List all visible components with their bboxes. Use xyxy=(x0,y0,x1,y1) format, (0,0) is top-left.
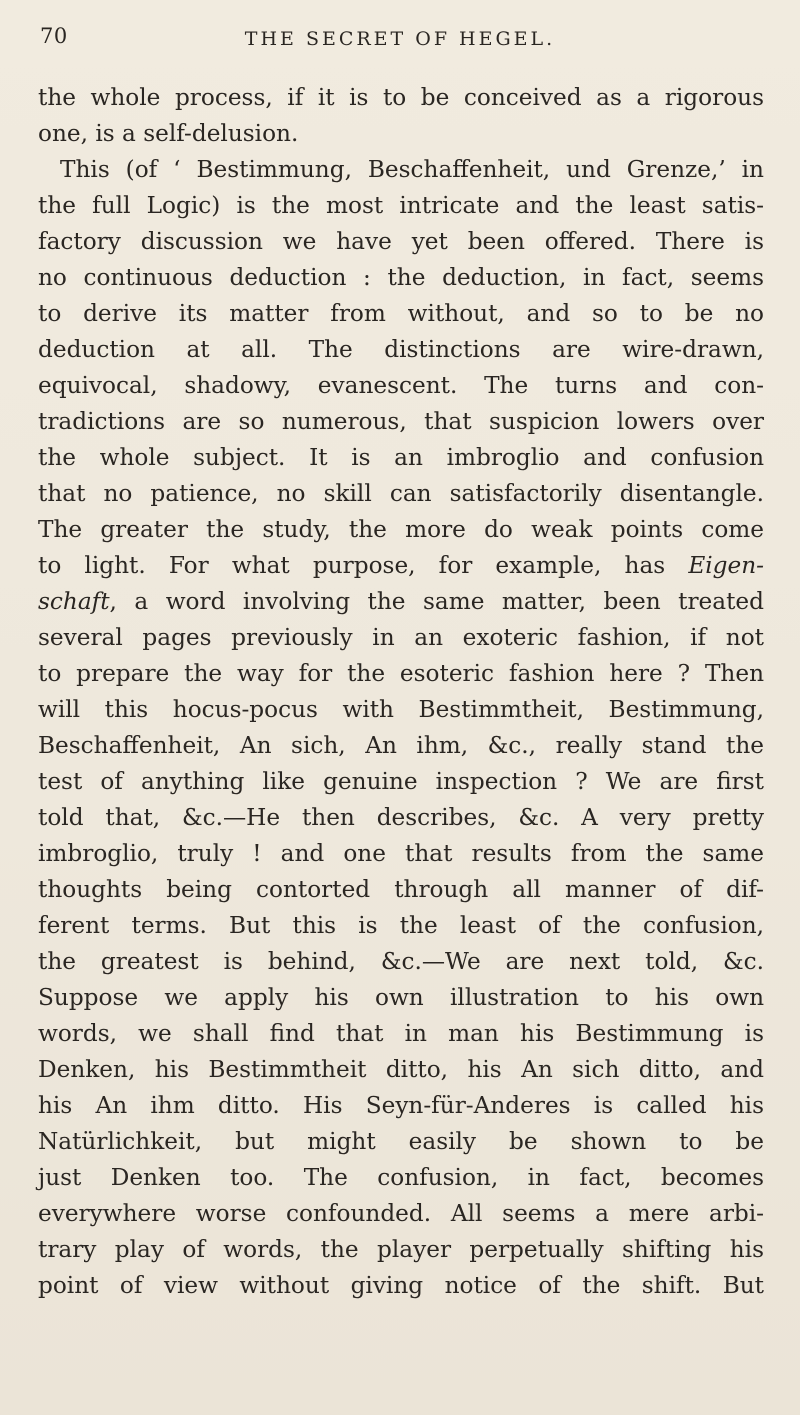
text-line: words, we shall find that in man his Bestimmung is xyxy=(38,1020,764,1047)
text-line: that no patience, no skill can satisfactorily disentangle. xyxy=(38,480,764,507)
text-line: the whole process, if it is to be conceived as a rigorous xyxy=(38,84,764,111)
text-line: the full Logic) is the most intricate and the least satis- xyxy=(38,192,764,219)
body-text xyxy=(38,80,764,1304)
text-line: equivocal, shadowy, evanescent. The turns and con- xyxy=(38,372,764,399)
text-line: tradictions are so numerous, that suspicion lowers over xyxy=(38,408,764,435)
text-run: to light. For what purpose, for example, has xyxy=(38,552,689,579)
italic-term: schaft xyxy=(38,588,110,615)
text-line: imbroglio, truly ! and one that results from the same xyxy=(38,840,764,867)
text-line: The greater the study, the more do weak points come xyxy=(38,516,764,543)
text-line: everywhere worse confounded. All seems a mere arbi- xyxy=(38,1200,764,1227)
text-line: factory discussion we have yet been offered. There is xyxy=(38,228,764,255)
text-line: Suppose we apply his own illustration to his own xyxy=(38,984,764,1011)
text-line: to prepare the way for the esoteric fashion here ? Then xyxy=(38,660,764,687)
text-line: no continuous deduction : the deduction, in fact, seems xyxy=(38,264,764,291)
italic-term: Eigen- xyxy=(688,552,764,579)
text-line: This (of ‘ Bestimmung, Beschaffenheit, und Grenze,’ in xyxy=(60,156,764,183)
text-run: , a word involving the same matter, been treated xyxy=(109,588,764,615)
text-line: the greatest is behind, &c.—We are next told, &c. xyxy=(38,948,764,975)
text-line: Beschaffenheit, An sich, An ihm, &c., really stand the xyxy=(38,732,764,759)
text-line: ferent terms. But this is the least of the confusion, xyxy=(38,912,764,939)
text-line: his An ihm ditto. His Seyn-für-Anderes is called his xyxy=(38,1092,764,1119)
text-line: will this hocus-pocus with Bestimmtheit, Bestimmung, xyxy=(38,696,764,723)
text-line xyxy=(38,548,764,584)
text-line: deduction at all. The distinctions are wire-drawn, xyxy=(38,336,764,363)
text-line: point of view without giving notice of the shift. But xyxy=(38,1272,764,1299)
text-line: just Denken too. The confusion, in fact, becomes xyxy=(38,1164,764,1191)
text-line: several pages previously in an exoteric fashion, if not xyxy=(38,624,764,651)
running-head: THE SECRET OF HEGEL. xyxy=(244,28,556,50)
text-line: trary play of words, the player perpetually shifting his xyxy=(38,1236,764,1263)
text-line: told that, &c.—He then describes, &c. A very pretty xyxy=(38,804,764,831)
page-number: 70 xyxy=(40,24,68,48)
text-line: one, is a self-delusion. xyxy=(38,120,299,147)
text-line: test of anything like genuine inspection ? We are first xyxy=(38,768,764,795)
text-line xyxy=(38,584,764,620)
text-line: Natürlichkeit, but might easily be shown to be xyxy=(38,1128,764,1155)
text-line: the whole subject. It is an imbroglio and confusion xyxy=(38,444,764,471)
text-line: to derive its matter from without, and so to be no xyxy=(38,300,764,327)
text-line: thoughts being contorted through all manner of dif- xyxy=(38,876,764,903)
text-line: Denken, his Bestimmtheit ditto, his An sich ditto, and xyxy=(38,1056,764,1083)
